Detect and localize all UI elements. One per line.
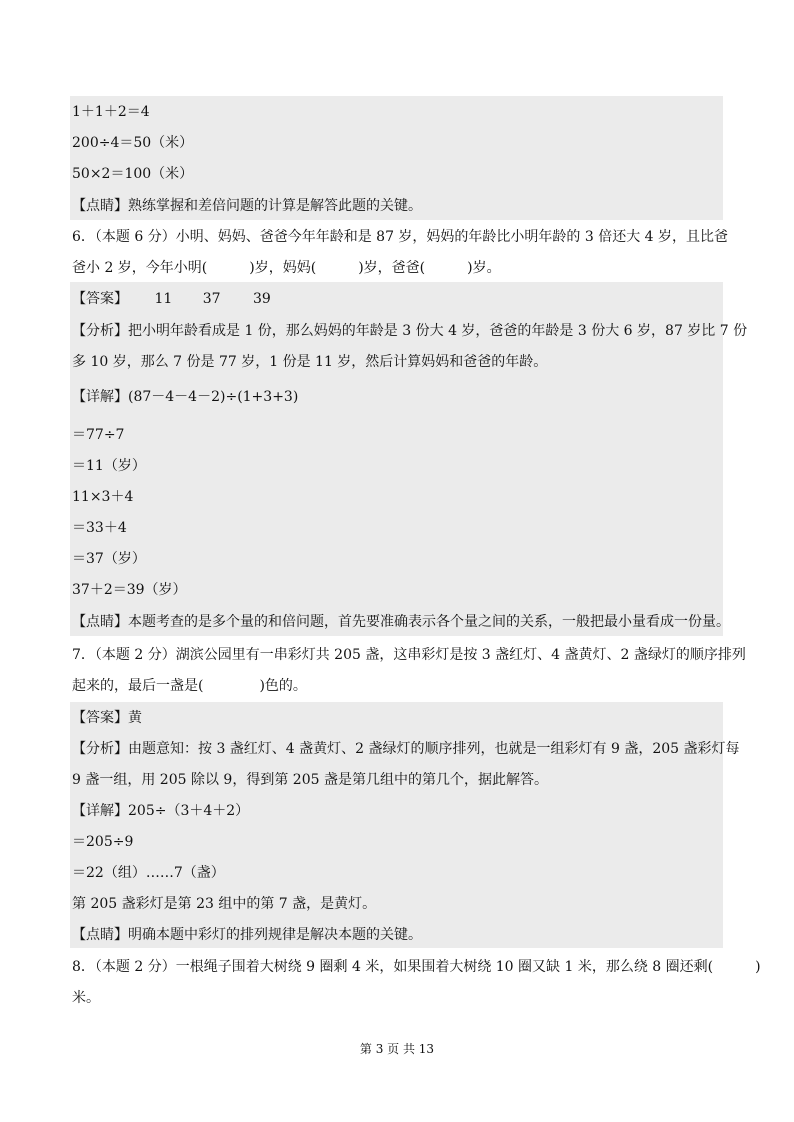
prev-line-3: 50×2＝100（米） xyxy=(72,166,194,182)
q6-analysis-line-1: 【分析】把小明年龄看成是 1 份，那么妈妈的年龄是 3 份大 4 岁，爸爸的年龄是 3 份大 6 岁，87 岁比 7 份 xyxy=(72,323,748,339)
prev-line-2: 200÷4＝50（米） xyxy=(72,135,194,151)
detail-label: 【详解】 xyxy=(72,389,128,405)
answer-value: 11 xyxy=(154,291,173,307)
q6-stem-line-2: 爸小 2 岁，今年小明( )岁，妈妈( )岁，爸爸( )岁。 xyxy=(72,260,501,276)
q6-detail-line-5: ＝33＋4 xyxy=(72,520,127,536)
q7-detail-line-2: ＝205÷9 xyxy=(72,834,134,850)
q8-stem-line-1: 8．（本题 2 分）一根绳子围着大树绕 9 圈剩 4 米，如果围着大树绕 10 圈又缺 1 米，那么绕 8 圈还剩( ) xyxy=(72,959,761,975)
answer-value: 39 xyxy=(253,291,271,307)
q7-analysis-line-1: 【分析】由题意知：按 3 盏红灯、4 盏黄灯、2 盏绿灯的顺序排列，也就是一组彩灯有 9 盏，205 盏彩灯每 xyxy=(72,741,740,757)
q6-detail-line-1 xyxy=(72,387,298,407)
q7-detail-line-4: 第 205 盏彩灯是第 23 组中的第 7 盏，是黄灯。 xyxy=(72,896,377,912)
page-footer: 第 3 页 共 13 xyxy=(359,1042,435,1056)
answer-label: 【答案】 xyxy=(72,291,128,307)
q6-detail-line-4: 11×3＋4 xyxy=(72,489,134,505)
prev-line-1: 1＋1＋2＝4 xyxy=(72,104,150,120)
q6-detail-line-6: ＝37（岁） xyxy=(72,551,146,567)
q7-detail-line-1: 【详解】205÷（3＋4＋2） xyxy=(72,803,250,819)
detail-expression: (87－4－4－2)÷(1+3+3) xyxy=(128,389,299,405)
q6-tip: 【点睛】本题考查的是多个量的和倍问题，首先要准确表示各个量之间的关系，一般把最小量看成一份量。 xyxy=(72,614,730,630)
q6-detail-line-3: ＝11（岁） xyxy=(72,458,146,474)
q8-stem-line-2: 米。 xyxy=(72,990,100,1006)
q7-stem-line-1: 7．（本题 2 分）湖滨公园里有一串彩灯共 205 盏，这串彩灯是按 3 盏红灯、4 盏黄灯、2 盏绿灯的顺序排列 xyxy=(72,647,746,663)
q7-answer: 【答案】黄 xyxy=(72,710,142,726)
q7-tip: 【点睛】明确本题中彩灯的排列规律是解决本题的关键。 xyxy=(72,927,422,943)
q6-answer xyxy=(72,289,271,309)
q6-detail-line-2: ＝77÷7 xyxy=(72,427,125,443)
q7-stem-line-2: 起来的，最后一盏是( )色的。 xyxy=(72,678,307,694)
q7-analysis-line-2: 9 盏一组，用 205 除以 9，得到第 205 盏是第几组中的第几个，据此解答。 xyxy=(72,772,548,788)
q6-detail-line-7: 37＋2＝39（岁） xyxy=(72,582,187,598)
answer-value: 37 xyxy=(202,291,221,307)
prev-tip: 【点睛】熟练掌握和差倍问题的计算是解答此题的关键。 xyxy=(72,198,422,214)
q6-stem-line-1: 6．（本题 6 分）小明、妈妈、爸爸今年年龄和是 87 岁，妈妈的年龄比小明年龄的 3 倍还大 4 岁，且比爸 xyxy=(72,229,729,245)
q7-detail-line-3: ＝22（组）……7（盏） xyxy=(72,865,225,881)
q6-analysis-line-2: 多 10 岁，那么 7 份是 77 岁，1 份是 11 岁，然后计算妈妈和爸爸的年龄。 xyxy=(72,354,548,370)
